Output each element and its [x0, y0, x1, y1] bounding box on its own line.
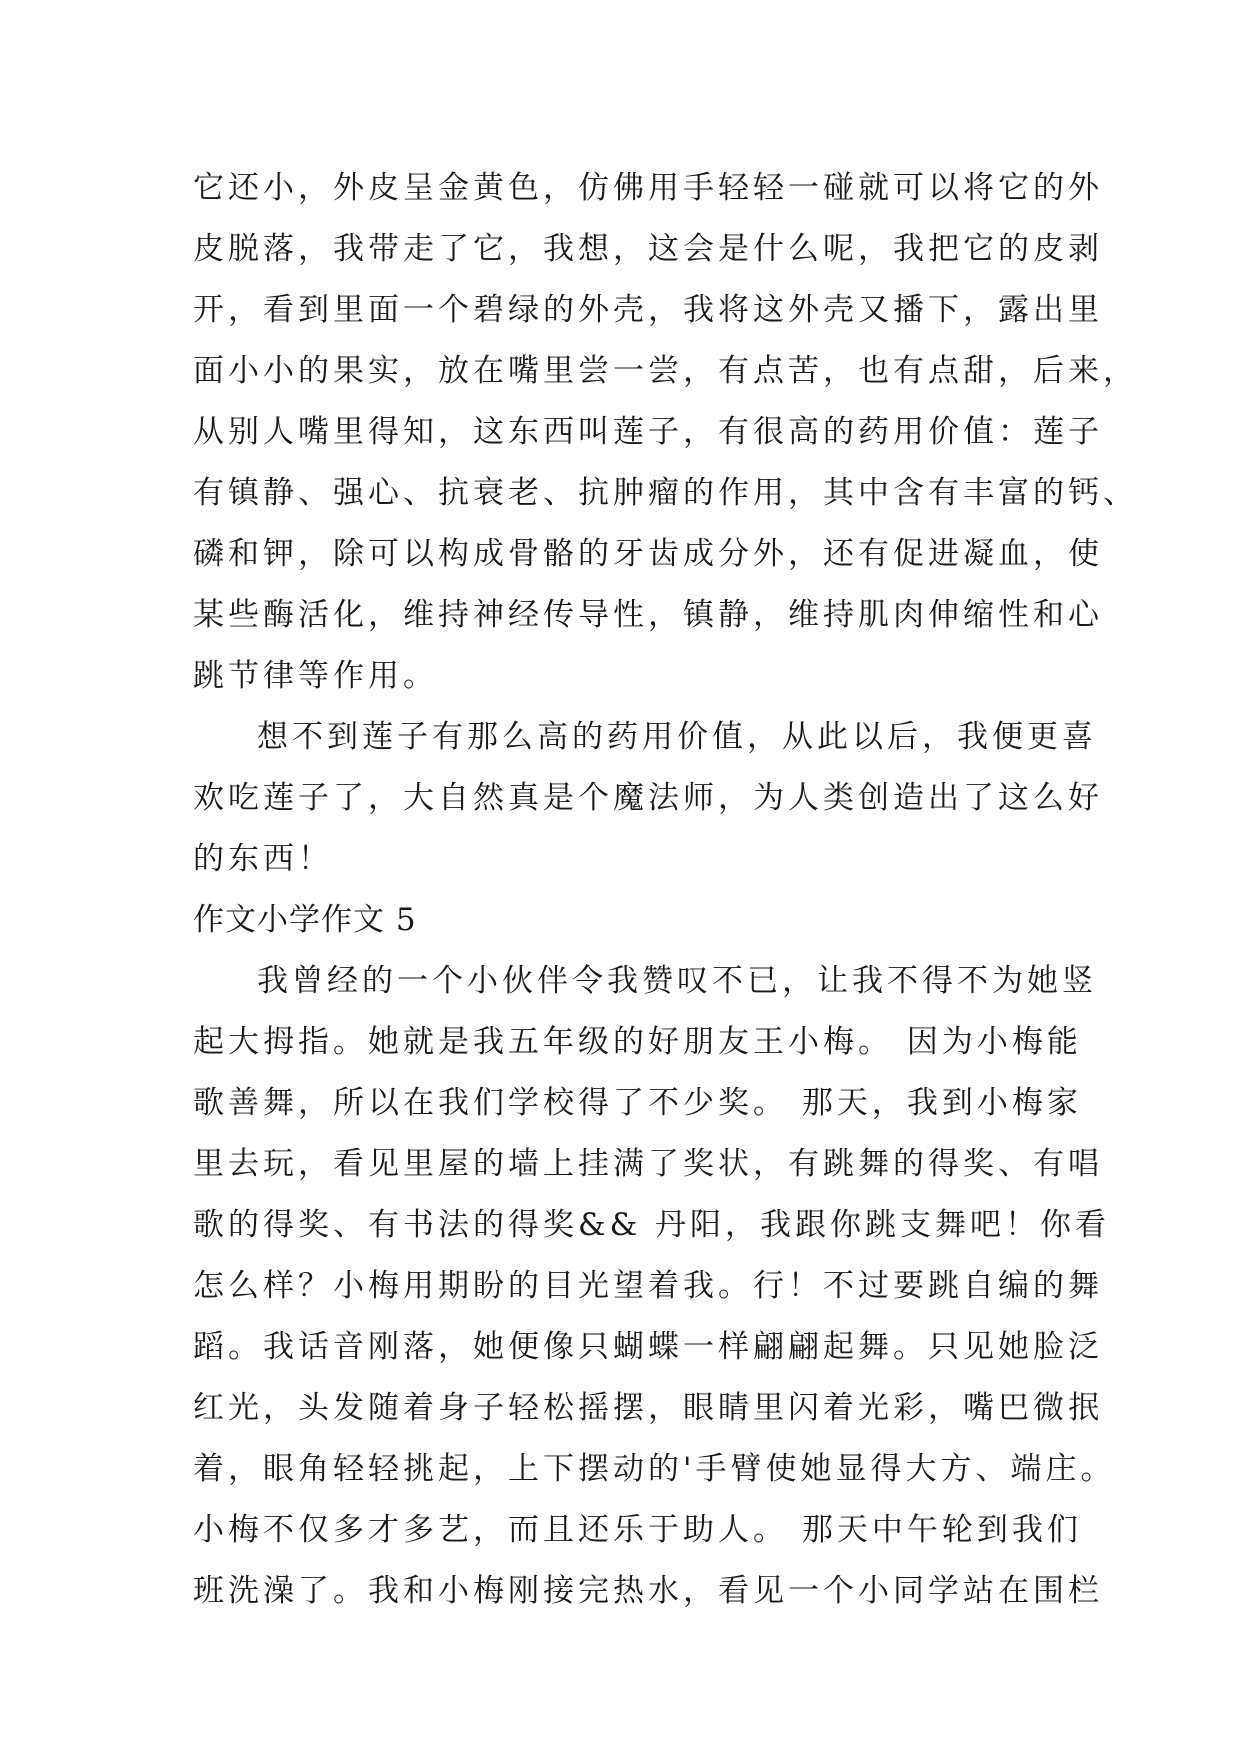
text-line: 它还小，外皮呈金黄色，仿佛用手轻轻一碰就可以将它的外: [193, 170, 1103, 206]
text-line: 歌善舞，所以在我们学校得了不少奖。 那天，我到小梅家: [193, 1085, 1082, 1121]
text-line: 怎么样？小梅用期盼的目光望着我。行！不过要跳自编的舞: [193, 1268, 1103, 1304]
text-line: 蹈。我话音刚落，她便像只蝴蝶一样翩翩起舞。只见她脸泛: [193, 1329, 1103, 1365]
text-line: 跳节律等作用。: [193, 658, 438, 694]
paragraph-start-line: 我曾经的一个小伙伴令我赞叹不已，让我不得不为她竖: [257, 963, 1097, 999]
text-line: 欢吃莲子了，大自然真是个魔法师，为人类创造出了这么好: [193, 780, 1103, 816]
text-line: 里去玩，看见里屋的墙上挂满了奖状，有跳舞的得奖、有唱: [193, 1146, 1103, 1182]
text-line: 小梅不仅多才多艺，而且还乐于助人。 那天中午轮到我们: [193, 1512, 1082, 1548]
text-line: 开，看到里面一个碧绿的外壳，我将这外壳又播下，露出里: [193, 292, 1103, 328]
text-line: 面小小的果实，放在嘴里尝一尝，有点苦，也有点甜，后来，: [193, 353, 1138, 389]
text-line: 着，眼角轻轻挑起，上下摆动的'手臂使她显得大方、端庄。: [193, 1451, 1116, 1487]
text-line: 歌的得奖、有书法的得奖&& 丹阳，我跟你跳支舞吧！你看: [193, 1207, 1111, 1243]
section-heading: 作文小学作文 5: [193, 902, 417, 938]
text-line: 皮脱落，我带走了它，我想，这会是什么呢，我把它的皮剥: [193, 231, 1103, 267]
text-line: 班洗澡了。我和小梅刚接完热水，看见一个小同学站在围栏: [193, 1573, 1103, 1609]
paragraph-start-line: 想不到莲子有那么高的药用价值，从此以后，我便更喜: [257, 719, 1097, 755]
text-line: 从别人嘴里得知，这东西叫莲子，有很高的药用价值：莲子: [193, 414, 1103, 450]
text-line: 某些酶活化，维持神经传导性，镇静，维持肌肉伸缩性和心: [193, 597, 1103, 633]
document-body: [193, 158, 1138, 1622]
text-line: 磷和钾，除可以构成骨骼的牙齿成分外，还有促进凝血，使: [193, 536, 1103, 572]
text-line: 有镇静、强心、抗衰老、抗肿瘤的作用，其中含有丰富的钙、: [193, 475, 1138, 511]
text-line: 起大拇指。她就是我五年级的好朋友王小梅。 因为小梅能: [193, 1024, 1082, 1060]
text-line: 红光，头发随着身子轻松摇摆，眼睛里闪着光彩，嘴巴微抿: [193, 1390, 1103, 1426]
text-line: 的东西！: [193, 841, 333, 877]
